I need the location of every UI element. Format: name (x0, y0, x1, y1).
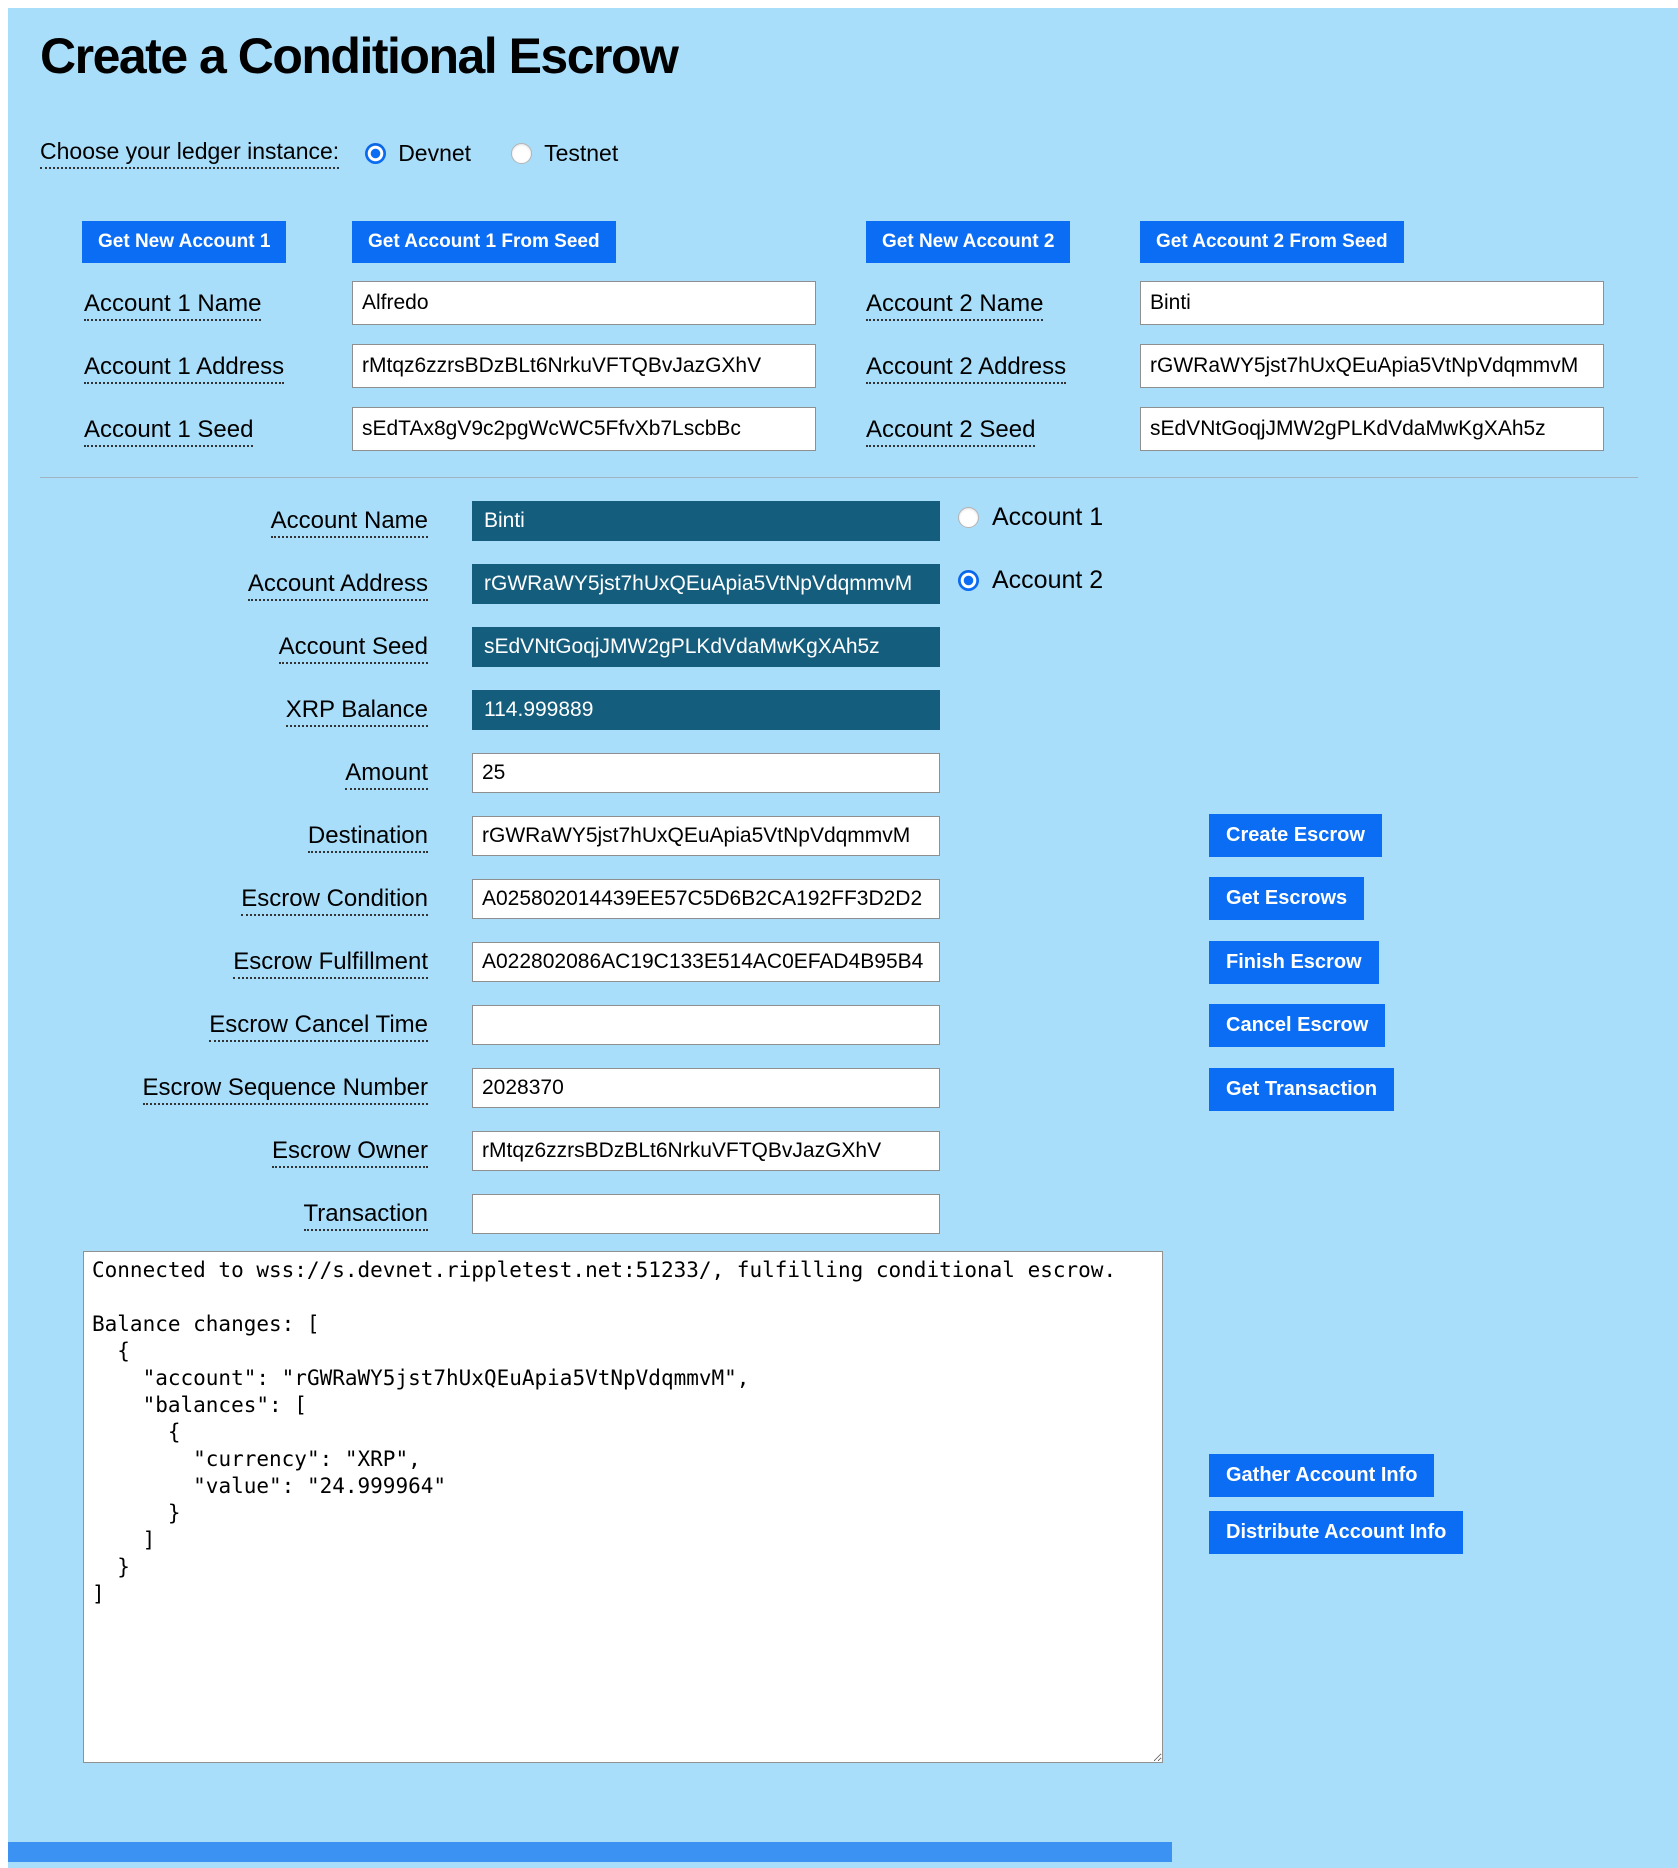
account-1-name-input[interactable] (352, 281, 816, 325)
escrow-owner-field[interactable] (472, 1131, 940, 1171)
xrp-balance-field[interactable] (472, 690, 940, 730)
output-textarea[interactable] (83, 1251, 1163, 1763)
account-seed-label: Account Seed (279, 633, 428, 664)
account-2-name-input[interactable] (1140, 281, 1604, 325)
account-address-label: Account Address (248, 570, 428, 601)
account-2-name-label: Account 2 Name (866, 290, 1043, 321)
gather-account-info-button[interactable]: Gather Account Info (1209, 1454, 1434, 1497)
cancel-escrow-button[interactable]: Cancel Escrow (1209, 1004, 1385, 1047)
destination-label: Destination (308, 822, 428, 853)
escrow-cancel-time-label: Escrow Cancel Time (209, 1011, 428, 1042)
account-2-seed-input[interactable] (1140, 407, 1604, 451)
page-title: Create a Conditional Escrow (40, 28, 678, 84)
account-1-address-label: Account 1 Address (84, 353, 284, 384)
account-2-radio[interactable] (958, 570, 979, 591)
transaction-field[interactable] (472, 1194, 940, 1234)
footer-bar (8, 1842, 1172, 1862)
amount-field[interactable] (472, 753, 940, 793)
escrow-sequence-number-label: Escrow Sequence Number (143, 1074, 428, 1105)
account-seed-field[interactable] (472, 627, 940, 667)
account-1-name-label: Account 1 Name (84, 290, 261, 321)
xrp-balance-label: XRP Balance (286, 696, 428, 727)
account-address-field[interactable] (472, 564, 940, 604)
escrow-sequence-number-field[interactable] (472, 1068, 940, 1108)
get-transaction-button[interactable]: Get Transaction (1209, 1068, 1394, 1111)
distribute-account-info-button[interactable]: Distribute Account Info (1209, 1511, 1463, 1554)
escrow-fulfillment-field[interactable] (472, 942, 940, 982)
account-1-seed-label: Account 1 Seed (84, 416, 253, 447)
account-name-label: Account Name (271, 507, 428, 538)
devnet-label: Devnet (398, 140, 472, 166)
account-2-address-input[interactable] (1140, 344, 1604, 388)
escrow-cancel-time-field[interactable] (472, 1005, 940, 1045)
escrow-fulfillment-label: Escrow Fulfillment (233, 948, 428, 979)
create-escrow-button[interactable]: Create Escrow (1209, 814, 1382, 857)
get-new-account-1-button[interactable]: Get New Account 1 (82, 221, 286, 263)
testnet-radio[interactable] (511, 143, 532, 164)
get-new-account-2-button[interactable]: Get New Account 2 (866, 221, 1070, 263)
get-escrows-button[interactable]: Get Escrows (1209, 877, 1364, 920)
amount-label: Amount (345, 759, 428, 790)
account-1-radio-label: Account 1 (992, 503, 1104, 531)
account-2-radio-label: Account 2 (992, 566, 1104, 594)
escrow-condition-field[interactable] (472, 879, 940, 919)
get-account-2-from-seed-button[interactable]: Get Account 2 From Seed (1140, 221, 1404, 263)
section-divider (40, 477, 1638, 478)
get-account-1-from-seed-button[interactable]: Get Account 1 From Seed (352, 221, 616, 263)
account-2-seed-label: Account 2 Seed (866, 416, 1035, 447)
account-name-field[interactable] (472, 501, 940, 541)
transaction-label: Transaction (304, 1200, 429, 1231)
devnet-radio[interactable] (365, 143, 386, 164)
account-1-radio[interactable] (958, 507, 979, 528)
finish-escrow-button[interactable]: Finish Escrow (1209, 941, 1379, 984)
account-2-address-label: Account 2 Address (866, 353, 1066, 384)
escrow-owner-label: Escrow Owner (272, 1137, 428, 1168)
testnet-label: Testnet (544, 140, 619, 166)
ledger-instance-row (40, 138, 618, 169)
ledger-instance-label: Choose your ledger instance: (40, 138, 339, 169)
account-1-address-input[interactable] (352, 344, 816, 388)
escrow-condition-label: Escrow Condition (241, 885, 428, 916)
destination-field[interactable] (472, 816, 940, 856)
account-1-seed-input[interactable] (352, 407, 816, 451)
